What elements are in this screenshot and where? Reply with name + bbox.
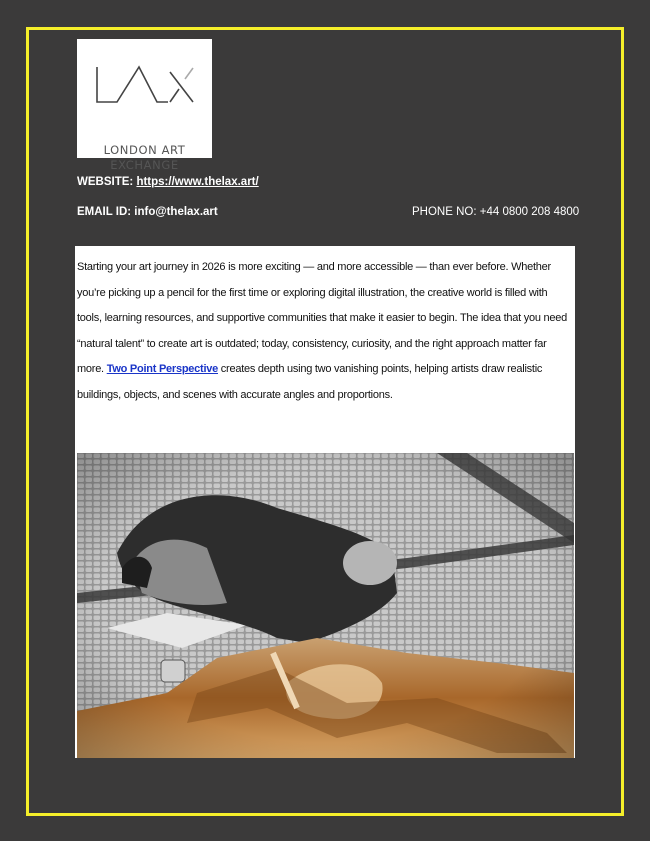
photo-illustration — [77, 453, 574, 758]
lax-logo-mark-icon — [77, 39, 212, 158]
logo-text-line1: LONDON ART — [103, 143, 186, 157]
two-point-perspective-link[interactable]: Two Point Perspective — [106, 363, 218, 375]
website-label: WEBSITE: — [77, 176, 134, 188]
article-text-after-link: creates depth using two vanishing points, helping artists draw realistic buildings, objects, and scenes with accurate angles and proportions. — [77, 363, 543, 401]
logo — [77, 39, 212, 172]
article-card — [75, 246, 575, 758]
article-paragraph — [77, 255, 571, 408]
phone-label: PHONE NO: — [412, 206, 477, 218]
phone-row — [412, 205, 579, 219]
article-text-before-link: Starting your art journey in 2026 is more exciting — and more accessible — than ever before. Whether you’re picking up a pencil for the first time or exploring digital illustration, the creative world is filled with tools, learning resources, and supportive communities that make it easier to begin. The idea that you need “natural talent” to create art is outdated; today, consistency, curiosity, and the right approach matter far more. — [77, 261, 567, 375]
email-label: EMAIL ID: — [77, 206, 132, 218]
website-row — [77, 175, 259, 189]
phone-value: +44 0800 208 4800 — [479, 206, 580, 218]
logo-text-line2: EXCHANGE — [110, 158, 179, 172]
street-artist-photo — [77, 453, 574, 758]
email-value: info@thelax.art — [134, 206, 218, 218]
email-row — [77, 205, 218, 219]
website-link[interactable]: https://www.thelax.art/ — [136, 176, 259, 188]
